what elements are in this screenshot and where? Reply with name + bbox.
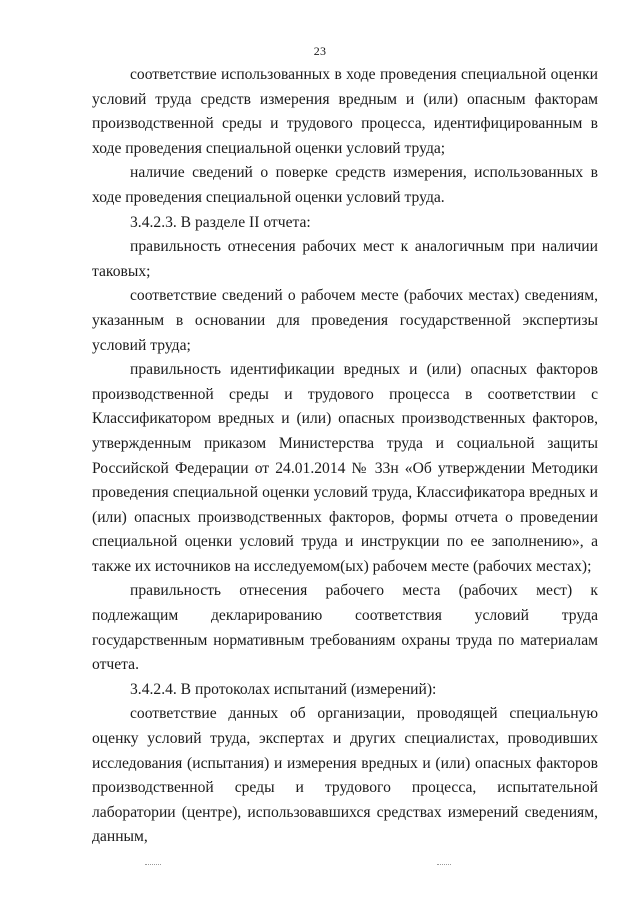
paragraph-factor-identification: правильность идентификации вредных и (или) опасных факторов производственной среды и трудового процесса в соответствии с Классификатором вредных и (или) опасных производственных факторов, утвержденным приказом Министерства труда и социальной защиты Российской Федерации от 24.01.2014 № 33н «Об утверждении Методики проведения специальной оценки условий труда, Классификатора вредных и (или) опасных производственных факторов, формы отчета о проведении специальной оценки условий труда и инструкции по ее заполнению», а также их источников на исследуемом(ых) рабочем месте (рабочих местах); bbox=[92, 361, 598, 575]
page-body bbox=[92, 63, 598, 850]
section-heading-3-4-2-3: 3.4.2.3. В разделе II отчета: bbox=[130, 213, 311, 231]
paragraph-protocol-data-compliance: соответствие данных об организации, проводящей специальную оценку условий труда, экспертах и других специалистах, проводивших исследования (испытания) и измерения вредных и (или) опасных факторов производственной среды и трудового процесса, испытательной лаборатории (центре), использовавшихся средствах измерений сведениям, данным, bbox=[92, 705, 598, 846]
scan-artifact-right bbox=[437, 864, 451, 867]
paragraph-workplace-info-compliance: соответствие сведений о рабочем месте (рабочих местах) сведениям, указанным в основании для проведения государственной экспертизы условий труда; bbox=[92, 287, 598, 354]
paragraph-verification-info: наличие сведений о поверке средств измерения, использованных в ходе проведения специальной оценки условий труда. bbox=[92, 164, 598, 206]
scan-artifact-left bbox=[145, 864, 161, 867]
paragraph-analogous-workplaces: правильность отнесения рабочих мест к аналогичным при наличии таковых; bbox=[92, 238, 598, 280]
section-heading-3-4-2-4: 3.4.2.4. В протоколах испытаний (измерений): bbox=[130, 680, 437, 698]
paragraph-measurement-compliance: соответствие использованных в ходе проведения специальной оценки условий труда средств измерения вредным и (или) опасным факторам производственной среды и трудового процесса, идентифицированным в ходе проведения специальной оценки условий труда; bbox=[92, 66, 598, 157]
page-number: 23 bbox=[313, 44, 327, 58]
paragraph-declaration-eligibility: правильность отнесения рабочего места (рабочих мест) к подлежащим декларированию соответствия условий труда государственным нормативным требованиям охраны труда по материалам отчета. bbox=[92, 582, 598, 674]
